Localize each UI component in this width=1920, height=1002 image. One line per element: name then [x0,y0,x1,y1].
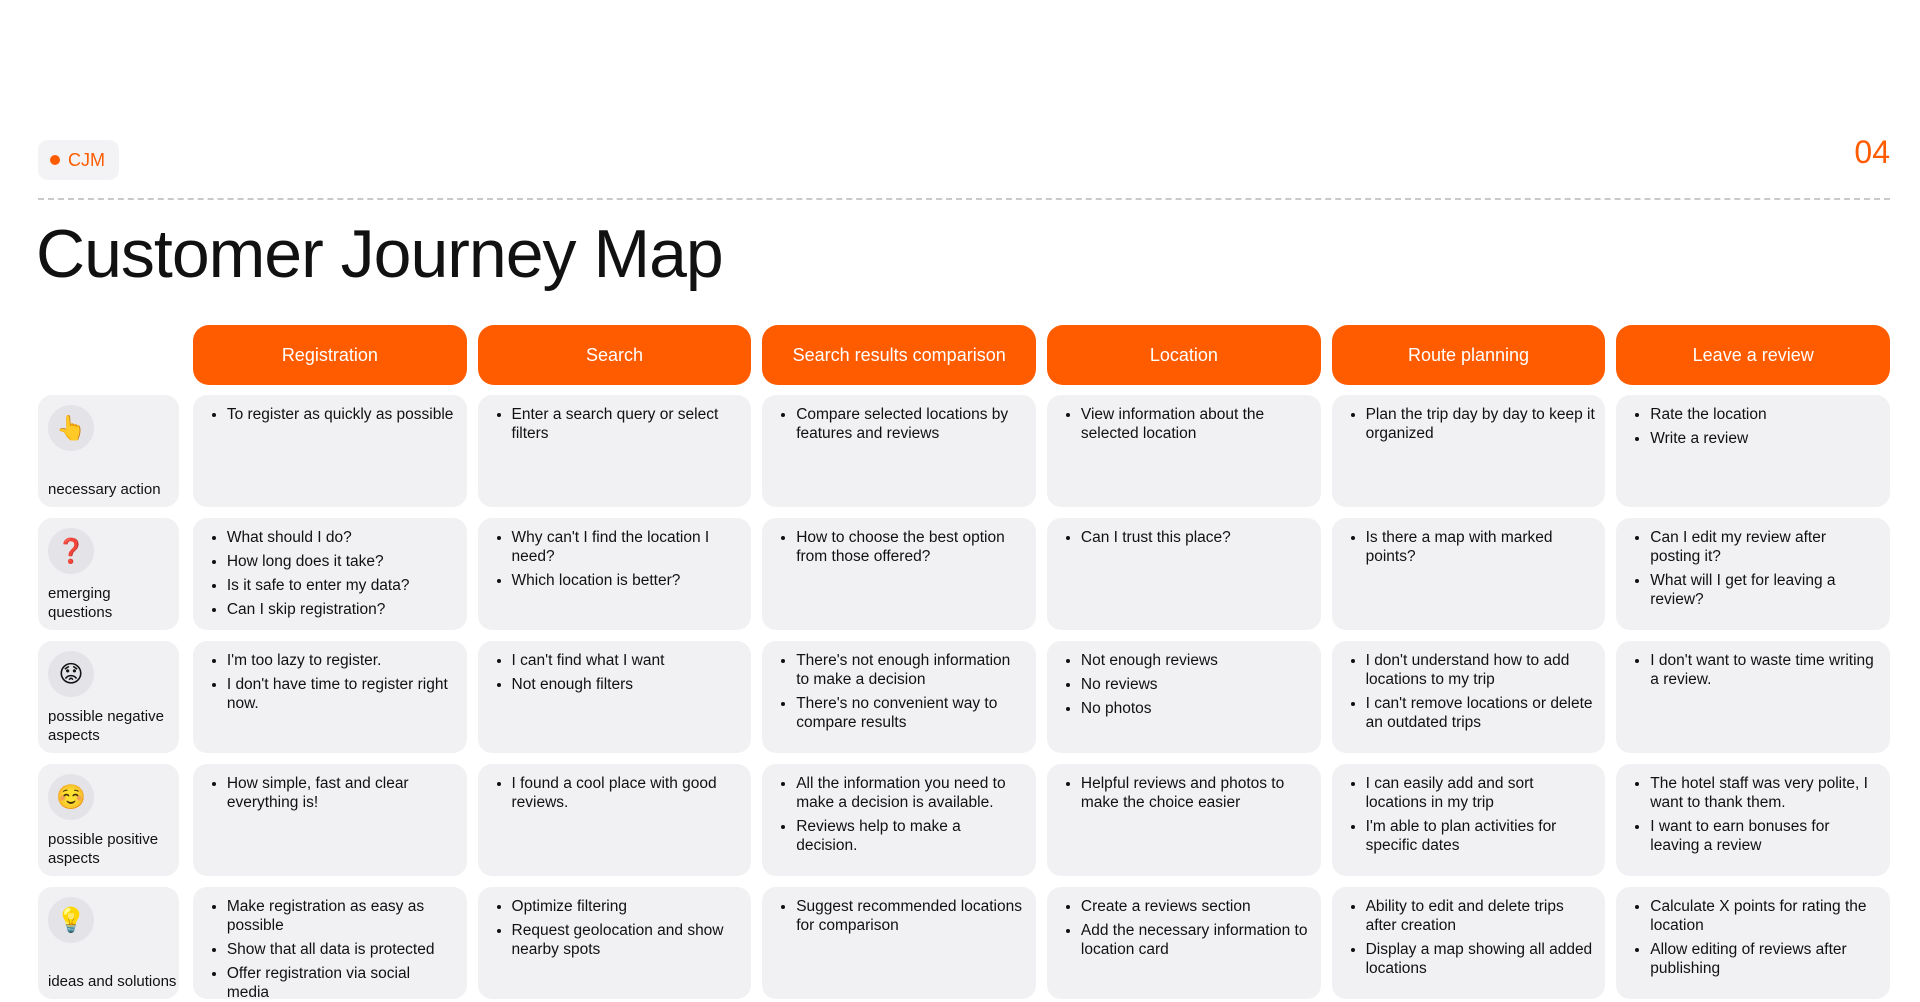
bullet-item: • Can I edit my review after posting it? [1650,528,1880,566]
journey-cell [762,887,1036,999]
bullet-list [203,774,457,812]
bullet-list [1057,897,1311,959]
journey-cell [193,641,467,753]
question-mark-icon: ❓ [48,528,94,574]
bullet-list [772,528,1026,566]
journey-row [38,764,1890,876]
bullet-list [1342,651,1596,732]
journey-cell [1332,641,1606,753]
bullet-list [772,897,1026,935]
row-label-cell [38,887,179,999]
bullet-item: • I can't find what I want [512,651,742,670]
bullet-item: • Optimize filtering [512,897,742,916]
row-label-cell [38,518,179,630]
bullet-item: • I can't remove locations or delete an outdated trips [1366,694,1596,732]
stage-header: Registration [193,325,467,385]
journey-cell [1616,518,1890,630]
bullet-list [772,774,1026,855]
bullet-list [203,651,457,713]
bullet-list [203,528,457,619]
bullet-item: • Why can't I find the location I need? [512,528,742,566]
bullet-item: • Allow editing of reviews after publishing [1650,940,1880,978]
journey-cell [478,764,752,876]
journey-cell [1332,518,1606,630]
row-label: possible positive aspects [48,831,159,867]
bullet-item: • I don't understand how to add locations to my trip [1366,651,1596,689]
journey-row [38,887,1890,999]
bullet-item: • No photos [1081,699,1311,718]
bullet-item: • Request geolocation and show nearby spots [512,921,742,959]
journey-cell [1616,395,1890,507]
journey-cell [193,764,467,876]
bullet-item: • Create a reviews section [1081,897,1311,916]
bullet-item: • To register as quickly as possible [227,405,457,424]
journey-cell [1616,887,1890,999]
bullet-list [488,405,742,443]
bullet-item: • There's no convenient way to compare results [796,694,1026,732]
bullet-list [1057,774,1311,812]
bullet-item: • I can easily add and sort locations in my trip [1366,774,1596,812]
row-label: emerging questions [48,585,113,621]
journey-cell [478,641,752,753]
journey-rows [38,395,1890,999]
bullet-item: • What will I get for leaving a review? [1650,571,1880,609]
bullet-item: • Ability to edit and delete trips after creation [1366,897,1596,935]
bullet-item: • The hotel staff was very polite, I want to thank them. [1650,774,1880,812]
bullet-list [772,651,1026,732]
bullet-item: • Rate the location [1650,405,1880,424]
bullet-item: • Plan the trip day by day to keep it organized [1366,405,1596,443]
bullet-list [1057,528,1311,547]
bullet-item: • Compare selected locations by features and reviews [796,405,1026,443]
journey-cell [1332,764,1606,876]
bullet-item: • Which location is better? [512,571,742,590]
dashed-divider [38,198,1890,200]
bullet-item: • Is it safe to enter my data? [227,576,457,595]
bullet-item: • Not enough filters [512,675,742,694]
row-label: possible negative aspects [48,708,164,744]
bullet-list [1626,774,1880,855]
bullet-item: • Not enough reviews [1081,651,1311,670]
bullet-item: • There's not enough information to make a decision [796,651,1026,689]
journey-cell [193,518,467,630]
bullet-item: • Display a map showing all added locations [1366,940,1596,978]
journey-cell [1047,395,1321,507]
bullet-list [1342,528,1596,566]
journey-cell [193,395,467,507]
stage-header: Search [478,325,752,385]
bullet-item: • How simple, fast and clear everything is! [227,774,457,812]
journey-cell [1332,395,1606,507]
stage-header: Leave a review [1616,325,1890,385]
bullet-item: • I don't want to waste time writing a review. [1650,651,1880,689]
bullet-item: • Show that all data is protected [227,940,457,959]
bullet-item: • Make registration as easy as possible [227,897,457,935]
row-label: ideas and solutions [48,973,177,990]
bullet-item: • I found a cool place with good reviews. [512,774,742,812]
journey-cell [1047,641,1321,753]
badge-label: CJM [68,149,105,170]
bullet-list [1626,651,1880,689]
bullet-item: • Can I skip registration? [227,600,457,619]
row-label-cell [38,764,179,876]
stage-header: Location [1047,325,1321,385]
journey-cell [1616,641,1890,753]
bullet-item: • What should I do? [227,528,457,547]
journey-cell [762,518,1036,630]
section-badge [38,140,119,180]
bullet-list [1626,897,1880,978]
bullet-list [488,897,742,959]
bullet-item: • Calculate X points for rating the location [1650,897,1880,935]
lightbulb-icon: 💡 [48,897,94,943]
bullet-item: • How long does it take? [227,552,457,571]
bullet-list [488,774,742,812]
stage-header: Route planning [1332,325,1606,385]
bullet-item: • No reviews [1081,675,1311,694]
journey-row [38,395,1890,507]
bullet-item: • View information about the selected location [1081,405,1311,443]
journey-cell [762,395,1036,507]
journey-cell [762,641,1036,753]
bullet-item: • How to choose the best option from those offered? [796,528,1026,566]
bullet-list [1342,405,1596,443]
bullet-item: • Write a review [1650,429,1880,448]
bullet-list [1057,405,1311,443]
journey-row [38,518,1890,630]
journey-row [38,641,1890,753]
journey-cell [762,764,1036,876]
bullet-list [1342,897,1596,978]
journey-cell [1332,887,1606,999]
row-label: necessary action [48,481,161,498]
bullet-item: • All the information you need to make a decision is available. [796,774,1026,812]
worried-face-icon: 😟 [48,651,94,697]
bullet-list [1626,528,1880,609]
journey-cell [1047,764,1321,876]
bullet-list [203,897,457,1002]
journey-cell [1047,518,1321,630]
pointing-hand-icon: 👆 [48,405,94,451]
page-number: 04 [1854,134,1890,170]
journey-cell [1047,887,1321,999]
bullet-item: • Offer registration via social media [227,964,457,1002]
bullet-list [488,651,742,694]
bullet-list [1626,405,1880,448]
smiling-face-icon: ☺️ [48,774,94,820]
row-label-cell [38,641,179,753]
bullet-list [1057,651,1311,718]
bullet-item: • Reviews help to make a decision. [796,817,1026,855]
bullet-list [203,405,457,424]
journey-map-grid [38,325,1890,999]
stage-header: Search results comparison [762,325,1036,385]
journey-cell [478,518,752,630]
bullet-item: • Add the necessary information to location card [1081,921,1311,959]
bullet-item: • Enter a search query or select filters [512,405,742,443]
bullet-list [1342,774,1596,855]
journey-cell [478,887,752,999]
bullet-item: • Is there a map with marked points? [1366,528,1596,566]
bullet-item: • Helpful reviews and photos to make the choice easier [1081,774,1311,812]
bullet-list [772,405,1026,443]
bullet-item: • Can I trust this place? [1081,528,1311,547]
stage-header-row [193,325,1890,385]
journey-cell [478,395,752,507]
bullet-item: • I'm able to plan activities for specific dates [1366,817,1596,855]
page-title: Customer Journey Map [36,216,723,292]
journey-cell [1616,764,1890,876]
row-label-cell [38,395,179,507]
bullet-item: • I don't have time to register right now. [227,675,457,713]
bullet-item: • I'm too lazy to register. [227,651,457,670]
badge-dot [50,155,60,165]
bullet-item: • I want to earn bonuses for leaving a review [1650,817,1880,855]
journey-cell [193,887,467,999]
bullet-list [488,528,742,590]
bullet-item: • Suggest recommended locations for comparison [796,897,1026,935]
